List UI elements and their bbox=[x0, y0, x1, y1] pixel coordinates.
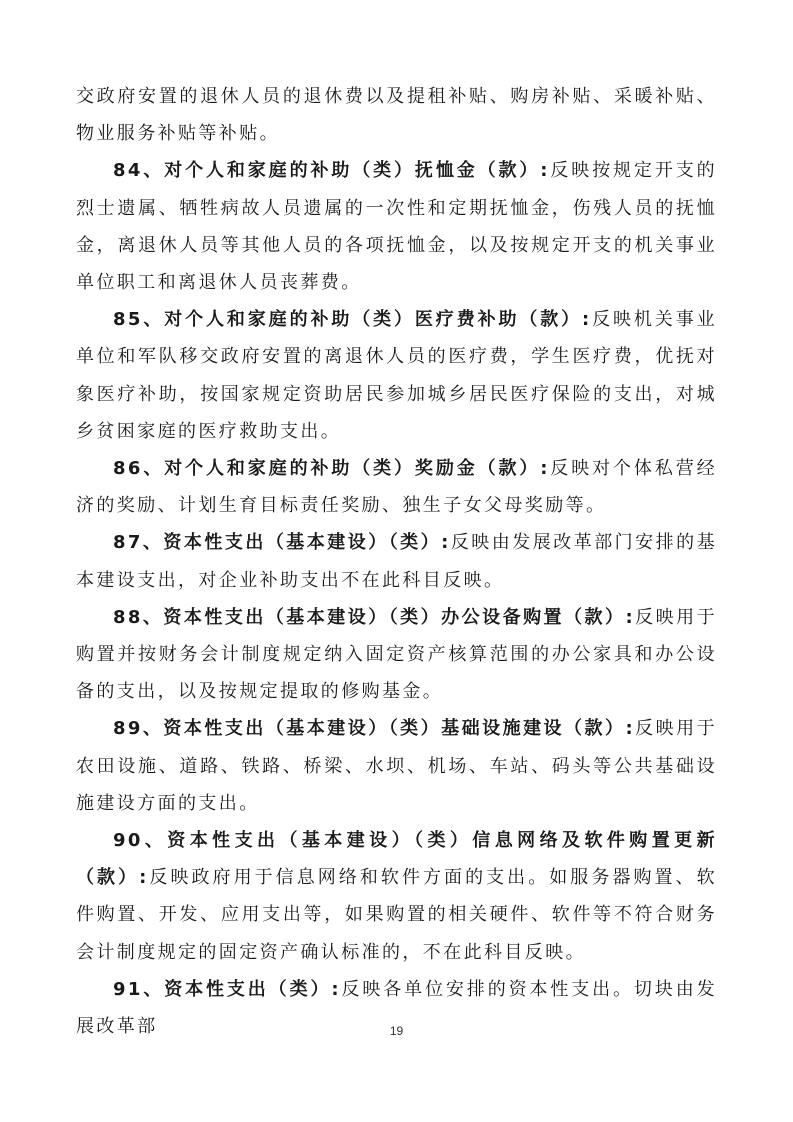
paragraph-text: 反映对个体私营经济的奖励、计划生育目标责任奖励、独生子女父母奖励等。 bbox=[76, 458, 718, 517]
paragraph-text: 反映政府用于信息网络和软件方面的支出。如服务器购置、软件购置、开发、应用支出等，如果购置的相关硬件、软件等不符合财务会计制度规定的固定资产确认标准的，不在此科目反映。 bbox=[76, 867, 717, 963]
paragraph-heading: 85、对个人和家庭的补助（类）医疗费补助（款）: bbox=[113, 309, 592, 331]
paragraph-88 bbox=[76, 599, 717, 711]
paragraph-heading: 91、资本性支出（类）: bbox=[113, 978, 341, 1000]
paragraph-89 bbox=[76, 710, 717, 822]
paragraph-heading: 90、资本性支出（基本建设）（类）信息网络及软件购置更新（款）: bbox=[76, 830, 717, 889]
paragraph-heading: 84、对个人和家庭的补助（类）抚恤金（款）: bbox=[113, 160, 550, 182]
paragraph-85 bbox=[76, 301, 717, 450]
paragraph-heading: 89、资本性支出（基本建设）（类）基础设施建设（款）: bbox=[113, 718, 636, 740]
paragraph-86 bbox=[76, 450, 717, 524]
paragraph-text: 反映由发展改革部门安排的基本建设支出，对企业补助支出不在此科目反映。 bbox=[76, 532, 717, 591]
paragraph-87 bbox=[76, 524, 717, 598]
page-number: 19 bbox=[389, 1024, 404, 1038]
document-body bbox=[76, 78, 717, 1045]
paragraph-text: 反映机关事业单位和军队移交政府安置的离退休人员的医疗费，学生医疗费，优抚对象医疗补助，按国家规定资助居民参加城乡居民医疗保险的支出，对城乡贫困家庭的医疗救助支出。 bbox=[76, 309, 717, 442]
paragraph-heading: 88、资本性支出（基本建设）（类）办公设备购置（款）: bbox=[113, 606, 636, 628]
paragraph-text: 交政府安置的退休人员的退休费以及提租补贴、购房补贴、采暖补贴、物业服务补贴等补贴。 bbox=[76, 86, 717, 145]
paragraph-text: 反映按规定开支的烈士遗属、牺牲病故人员遗属的一次性和定期抚恤金，伤残人员的抚恤金，离退休人员等其他人员的各项抚恤金，以及按规定开支的机关事业单位职工和离退休人员丧葬费。 bbox=[76, 160, 718, 294]
paragraph-text: 反映用于农田设施、道路、铁路、桥梁、水坝、机场、车站、码头等公共基础设施建设方面的支出。 bbox=[76, 718, 718, 814]
paragraph-84 bbox=[76, 152, 717, 301]
paragraph-90 bbox=[76, 822, 717, 971]
paragraph-heading: 86、对个人和家庭的补助（类）奖励金（款）: bbox=[113, 458, 550, 480]
paragraph-text: 反映各单位安排的资本性支出。切块由发展改革部 bbox=[76, 978, 718, 1038]
paragraph-text: 反映用于购置并按财务会计制度规定纳入固定资产核算范围的办公家具和办公设备的支出，以及按规定提取的修购基金。 bbox=[76, 606, 718, 703]
paragraph-heading: 87、资本性支出（基本建设）（类）: bbox=[113, 532, 451, 554]
paragraph-continuation bbox=[76, 78, 717, 152]
